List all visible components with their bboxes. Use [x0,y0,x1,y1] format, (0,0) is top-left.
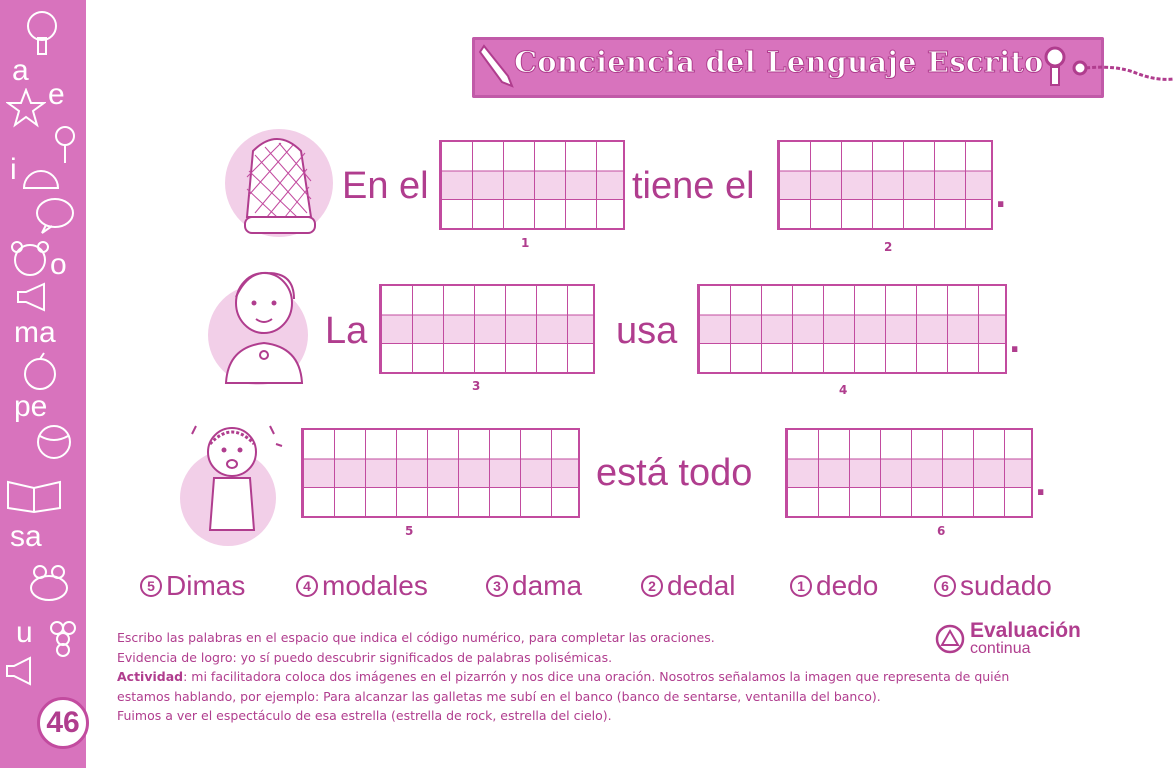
sidebar-letter-e: e [48,78,65,111]
option-word: dedal [667,570,736,601]
bear-icon [8,238,52,278]
grapes-icon [46,614,80,660]
title-banner [472,37,1104,98]
answer-grid-number: 5 [405,524,414,538]
option-word: Dimas [166,570,246,601]
answer-grid-5[interactable] [301,428,580,518]
thimble-image [225,125,337,245]
instruction-line: Fuimos a ver el espectáculo de esa estrella (estrella de rock, estrella del cielo). [117,708,612,723]
tree-icon [18,8,66,56]
answer-grid-number: 2 [884,240,893,254]
ball-icon [34,422,74,462]
megaphone-icon [14,282,58,312]
word-option [934,570,1052,602]
activity-paragraph [117,667,1057,706]
option-number: 3 [486,575,508,597]
word-option [296,570,428,602]
answer-grid-number: 1 [521,236,530,250]
instructions [117,628,1057,726]
frog-icon [24,560,74,606]
answer-grid-number: 4 [839,383,848,397]
sentence-2-word-before: La [325,310,368,352]
sentence-1-word-middle: tiene el [632,165,755,207]
sentence-1-word-before: En el [342,165,429,207]
sweaty-boy-image [180,416,290,550]
igloo-icon [22,162,60,190]
sidebar-letter-sa: sa [10,520,42,553]
apple-icon [20,352,60,392]
option-number: 6 [934,575,956,597]
answer-grid-1[interactable] [439,140,625,230]
sidebar-letter-pe: pe [14,390,48,423]
option-number: 1 [790,575,812,597]
instruction-line: Escribo las palabras en el espacio que indica el código numérico, para completar las oraciones. [117,630,715,645]
instruction-line: Evidencia de logro: yo sí puedo descubrir significados de palabras polisémicas. [117,649,613,665]
sentence-3-period: . [1035,468,1047,503]
activity-label: Actividad [117,669,184,684]
option-word: dedo [816,570,879,601]
activity-text: : mi facilitadora coloca dos imágenes en el pizarrón y nos dice una oración. Nosotros señalamos la imagen que representa de quién estamos hablando, por ejemplo: Para alcanzar las galletas me subí en el banco (banco de sentarse, ventanilla del banco). [117,669,1010,704]
sidebar [0,0,86,768]
answer-grid-2[interactable] [777,140,993,230]
word-option [486,570,582,602]
pencil-icon [478,42,514,90]
answer-grid-number: 3 [472,379,481,393]
answer-grid-number: 6 [937,524,946,538]
sentence-2-word-middle: usa [616,310,678,352]
evaluation-title: Evaluación [970,619,1081,642]
rope-icon [1066,55,1176,95]
option-number: 4 [296,575,318,597]
sidebar-letter-a: a [12,54,29,87]
sidebar-letter-u: u [16,616,33,649]
option-word: sudado [960,570,1052,601]
book-icon [4,474,64,514]
page-title: Conciencia del Lenguaje Escrito [514,45,1044,79]
megaphone-icon [4,656,40,686]
sidebar-letter-ma: ma [14,316,56,349]
page-number: 46 [37,697,89,749]
sentence-1-period: . [995,180,1007,215]
lady-image [208,263,320,403]
word-option [790,570,878,602]
answer-grid-4[interactable] [697,284,1007,374]
sentence-3-word-middle: está todo [596,452,753,494]
evaluation-subtitle: continua [970,640,1031,657]
word-option [140,570,245,602]
sidebar-letter-o: o [50,248,67,281]
lollipop-icon [52,125,78,165]
sidebar-letter-i: i [10,153,17,186]
star-face-icon [6,88,46,128]
sentence-2-period: . [1009,325,1021,360]
answer-grid-6[interactable] [785,428,1033,518]
speech-bubble-icon [34,196,76,234]
answer-grid-3[interactable] [379,284,595,374]
option-word: modales [322,570,428,601]
option-number: 5 [140,575,162,597]
word-option [641,570,736,602]
option-word: dama [512,570,583,601]
option-number: 2 [641,575,663,597]
